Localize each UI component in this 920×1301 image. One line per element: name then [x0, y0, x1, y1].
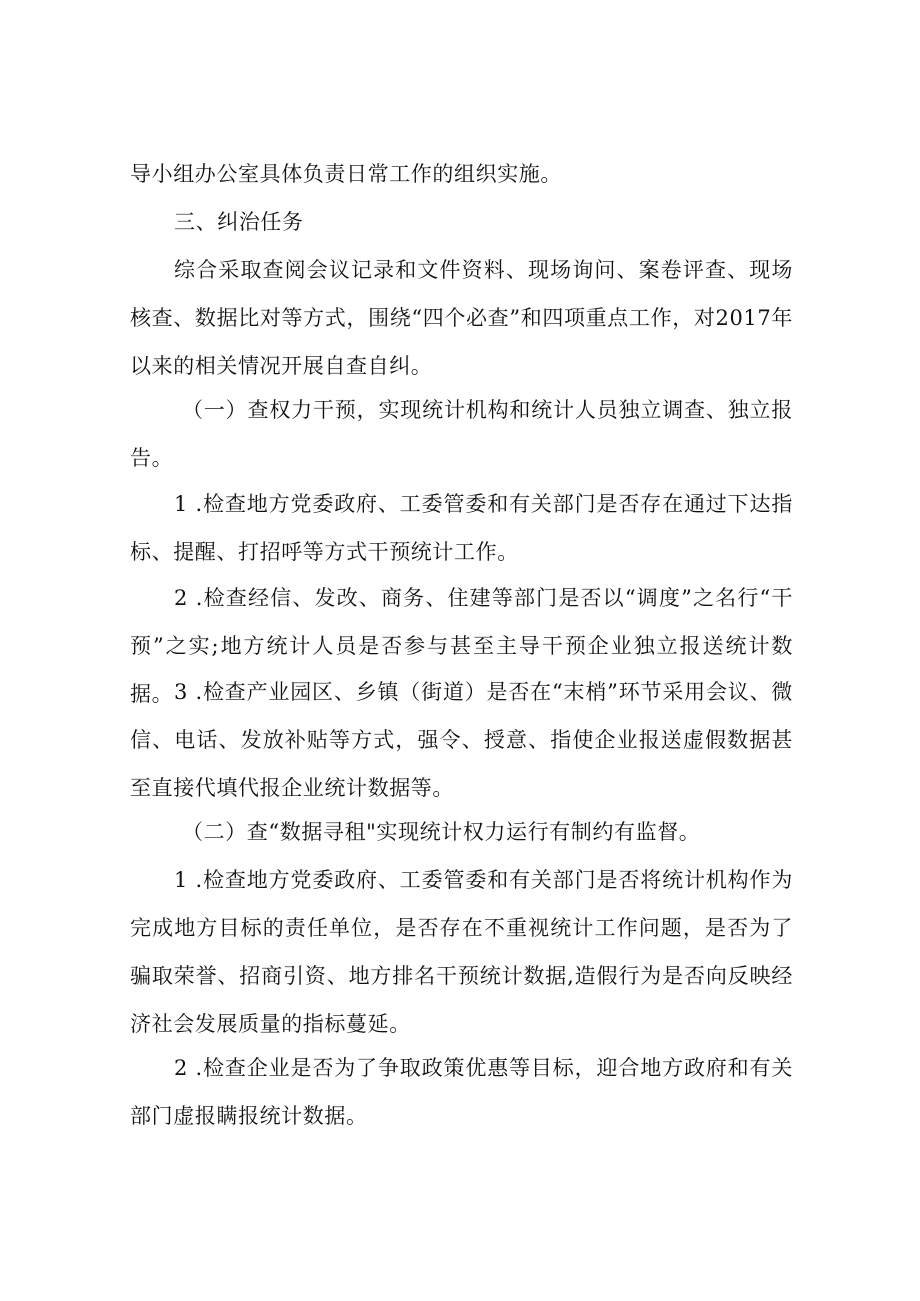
section-heading-3: 三、纠治任务: [174, 210, 304, 234]
paragraph-continuation: 导小组办公室具体负责日常工作的组织实施。: [130, 162, 562, 186]
list-item-2-2: 2 .检查企业是否为了争取政策优惠等目标，迎合地方政府和有关部门虚报瞒报统计数据。: [130, 1056, 793, 1128]
list-item-1-3: 3 .检查产业园区、乡镇（街道）是否在“末梢”环节采用会议、微信、电话、发放补贴等方式，强令、授意、指使企业报送虚假数据甚至直接代填代报企业统计数据等。: [130, 680, 793, 800]
subheading-1: （一）查权力干预，实现统计机构和统计人员独立调查、独立报告。: [130, 398, 793, 470]
paragraph-intro: 综合采取查阅会议记录和文件资料、现场询问、案卷评查、现场核查、数据比对等方式，围绕“四个必查”和四项重点工作，对2017年以来的相关情况开展自查自纠。: [130, 258, 793, 378]
list-item-2-1: 1 .检查地方党委政府、工委管委和有关部门是否将统计机构作为完成地方目标的责任单位，是否存在不重视统计工作问题，是否为了骗取荣誉、招商引资、地方排名干预统计数据,造假行为是否向反映经济社会发展质量的指标蔓延。: [130, 868, 793, 1036]
subheading-2: （二）查“数据寻租"实现统计权力运行有制约有监督。: [182, 820, 701, 844]
list-item-1-2: 2 .检查经信、发改、商务、住建等部门是否以“调度”之名行“干预”之实;地方统计人员是否参与甚至主导干预企业独立报送统计数据。: [130, 586, 793, 706]
list-item-1-1: 1 .检查地方党委政府、工委管委和有关部门是否存在通过下达指标、提醒、打招呼等方式干预统计工作。: [130, 492, 793, 564]
